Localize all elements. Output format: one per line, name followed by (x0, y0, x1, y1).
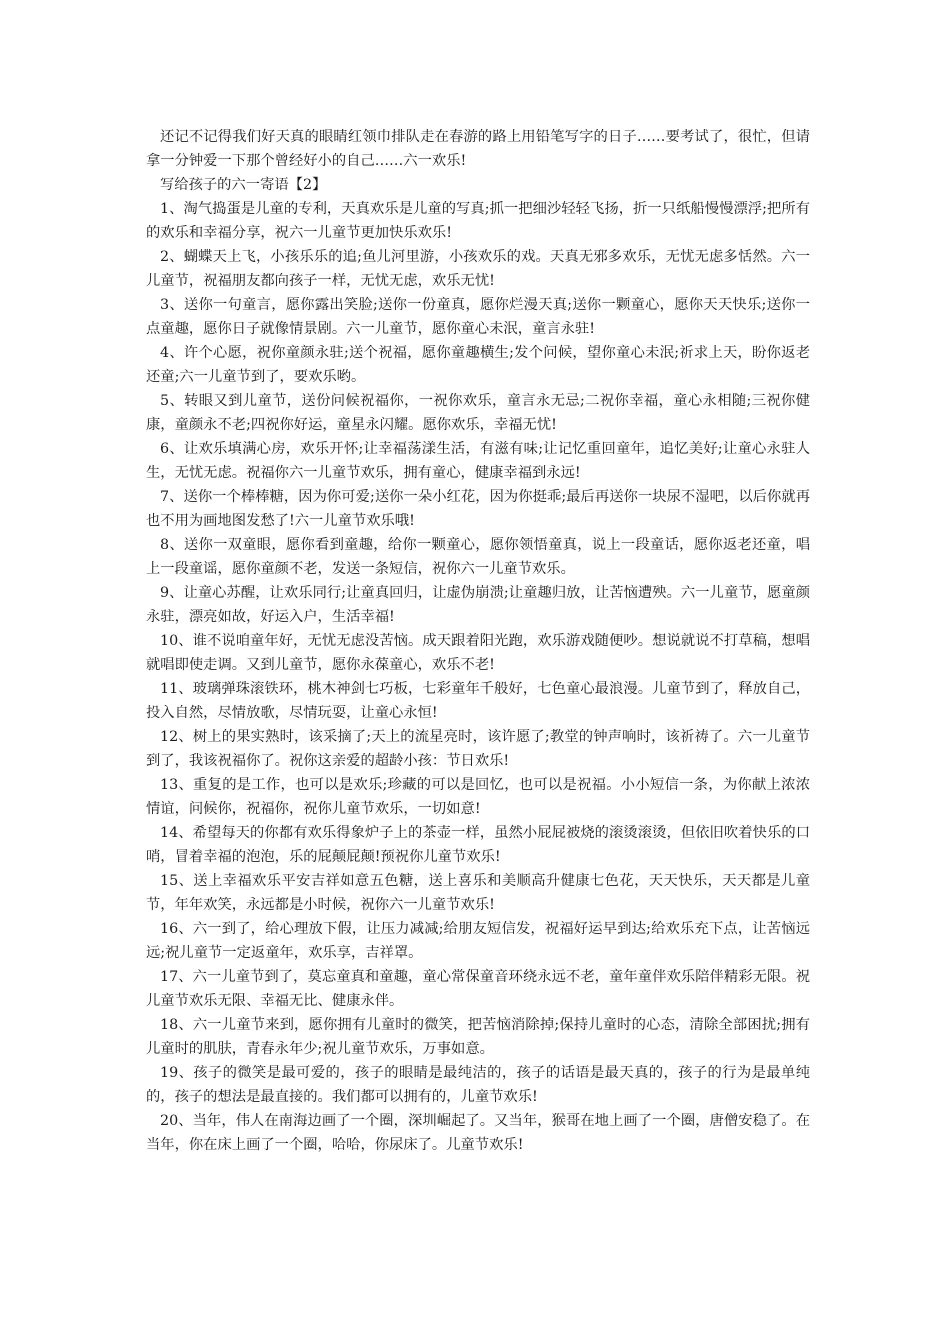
intro-paragraph: 还记不记得我们好天真的眼睛红领巾排队走在春游的路上用铅笔写字的日子……要考试了，很忙，但请拿一分钟爱一下那个曾经好小的自己……六一欢乐! (146, 129, 810, 169)
wish-item-7: 7、送你一个棒棒糖，因为你可爱;送你一朵小红花，因为你挺乖;最后再送你一块尿不湿吧，以后你就再也不用为画地图发愁了!六一儿童节欢乐哦! (146, 489, 810, 529)
wish-item-1: 1、淘气捣蛋是儿童的专利，天真欢乐是儿童的写真;抓一把细沙轻轻飞扬，折一只纸船慢慢漂浮;把所有的欢乐和幸福分享，祝六一儿童节更加快乐欢乐! (146, 201, 810, 241)
document-body (146, 125, 810, 1157)
wish-item-11: 11、玻璃弹珠滚铁环，桃木神剑七巧板，七彩童年千般好，七色童心最浪漫。儿童节到了，释放自己，投入自然，尽情放歌，尽情玩耍，让童心永恒! (146, 681, 810, 721)
wish-item-5: 5、转眼又到儿童节，送份问候祝福你，一祝你欢乐，童言永无忌;二祝你幸福，童心永相随;三祝你健康，童颜永不老;四祝你好运，童星永闪耀。愿你欢乐，幸福无忧! (146, 393, 810, 433)
wish-item-14: 14、希望每天的你都有欢乐得象炉子上的茶壶一样，虽然小屁屁被烧的滚烫滚烫，但依旧吹着快乐的口哨，冒着幸福的泡泡，乐的屁颠屁颠!预祝你儿童节欢乐! (146, 825, 810, 865)
section-title: 写给孩子的六一寄语【2】 (160, 177, 327, 193)
wish-item-12: 12、树上的果实熟时，该采摘了;天上的流星亮时，该许愿了;教堂的钟声响时，该祈祷了。六一儿童节到了，我该祝福你了。祝你这亲爱的超龄小孩：节日欢乐! (146, 729, 810, 769)
wish-item-2: 2、蝴蝶天上飞，小孩乐乐的追;鱼儿河里游，小孩欢乐的戏。天真无邪多欢乐，无忧无虑多恬然。六一儿童节，祝福朋友都向孩子一样，无忧无虑，欢乐无忧! (146, 249, 810, 289)
wish-item-18: 18、六一儿童节来到，愿你拥有儿童时的微笑，把苦恼消除掉;保持儿童时的心态，清除全部困扰;拥有儿童时的肌肤，青春永年少;祝儿童节欢乐，万事如意。 (146, 1017, 810, 1057)
wish-item-6: 6、让欢乐填满心房，欢乐开怀;让幸福荡漾生活，有滋有味;让记忆重回童年，追忆美好;让童心永驻人生，无忧无虑。祝福你六一儿童节欢乐，拥有童心，健康幸福到永远! (146, 441, 810, 481)
wish-item-3: 3、送你一句童言，愿你露出笑脸;送你一份童真，愿你烂漫天真;送你一颗童心，愿你天天快乐;送你一点童趣，愿你日子就像情景剧。六一儿童节，愿你童心未泯，童言永驻! (146, 297, 810, 337)
wish-item-17: 17、六一儿童节到了，莫忘童真和童趣，童心常保童音环绕永远不老，童年童伴欢乐陪伴精彩无限。祝儿童节欢乐无限、幸福无比、健康永伴。 (146, 969, 810, 1009)
wish-item-9: 9、让童心苏醒，让欢乐同行;让童真回归，让虚伪崩溃;让童趣归放，让苦恼遭殃。六一儿童节，愿童颜永驻，漂亮如故，好运入户，生活幸福! (146, 585, 810, 625)
wish-item-10: 10、谁不说咱童年好，无忧无虑没苦恼。成天跟着阳光跑，欢乐游戏随便吵。想说就说不打草稿，想唱就唱即使走调。又到儿童节，愿你永葆童心，欢乐不老! (146, 633, 810, 673)
wish-item-19: 19、孩子的微笑是最可爱的，孩子的眼睛是最纯洁的，孩子的话语是最天真的，孩子的行为是最单纯的，孩子的想法是最直接的。我们都可以拥有的，儿童节欢乐! (146, 1065, 810, 1105)
wish-item-4: 4、许个心愿，祝你童颜永驻;送个祝福，愿你童趣横生;发个问候，望你童心未泯;祈求上天，盼你返老还童;六一儿童节到了，要欢乐哟。 (146, 345, 810, 385)
wish-item-13: 13、重复的是工作，也可以是欢乐;珍藏的可以是回忆，也可以是祝福。小小短信一条，为你献上浓浓情谊，问候你，祝福你，祝你儿童节欢乐，一切如意! (146, 777, 810, 817)
wish-item-15: 15、送上幸福欢乐平安吉祥如意五色糖，送上喜乐和美顺高升健康七色花，天天快乐，天天都是儿童节，年年欢笑，永远都是小时候，祝你六一儿童节欢乐! (146, 873, 810, 913)
wish-item-20: 20、当年，伟人在南海边画了一个圈，深圳崛起了。又当年，猴哥在地上画了一个圈，唐僧安稳了。在当年，你在床上画了一个圈，哈哈，你尿床了。儿童节欢乐! (146, 1113, 810, 1153)
wish-item-16: 16、六一到了，给心理放下假，让压力减减;给朋友短信发，祝福好运早到达;给欢乐充下点，让苦恼远远;祝儿童节一定返童年，欢乐享，吉祥罩。 (146, 921, 810, 961)
wish-item-8: 8、送你一双童眼，愿你看到童趣，给你一颗童心，愿你领悟童真，说上一段童话，愿你返老还童，唱上一段童谣，愿你童颜不老，发送一条短信，祝你六一儿童节欢乐。 (146, 537, 810, 577)
